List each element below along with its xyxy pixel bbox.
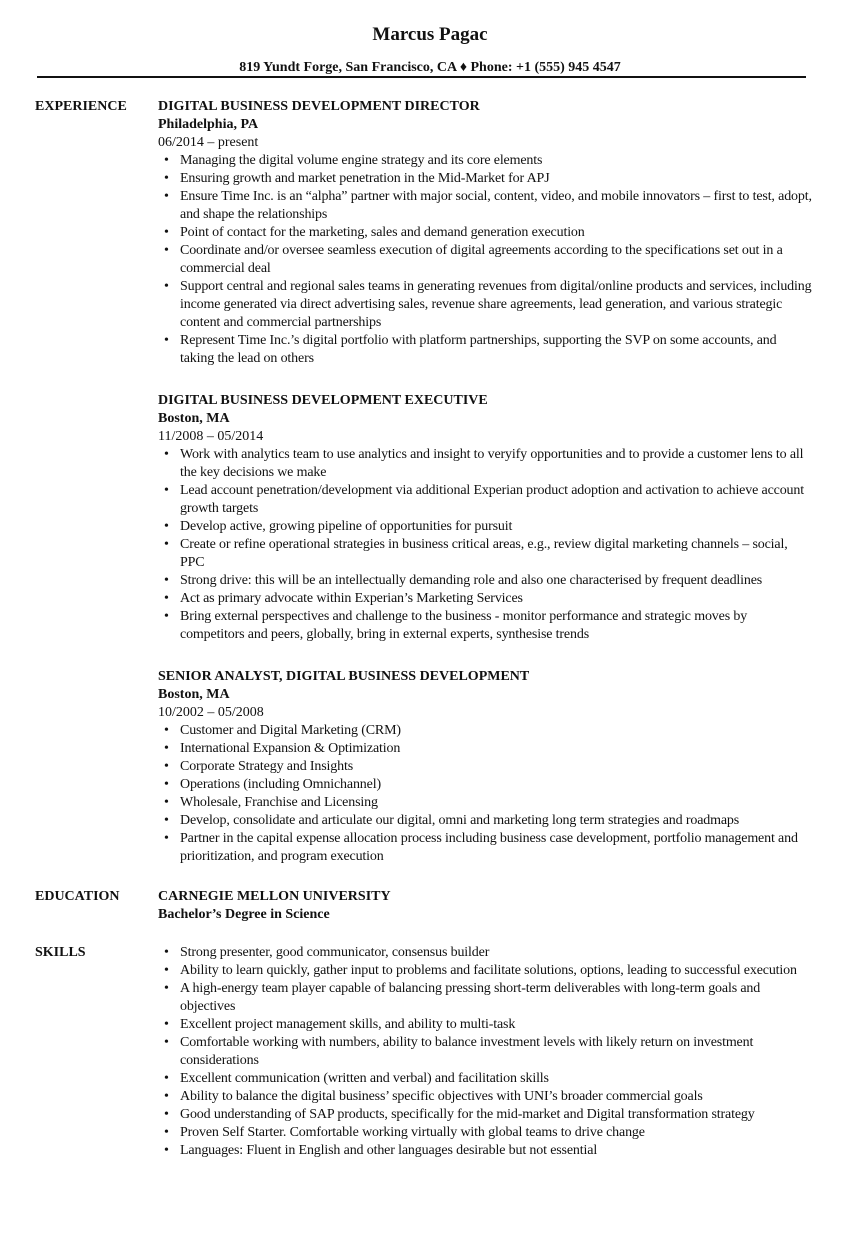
job-bullet: • Act as primary advocate within Experian’s Marketing Services — [158, 590, 812, 608]
degree: Bachelor’s Degree in Science — [158, 907, 330, 922]
skill-item: • Languages: Fluent in English and other languages desirable but not essential — [158, 1142, 812, 1160]
job-bullet: • Create or refine operational strategies in business critical areas, e.g., review digital marketing channels – social, PPC — [158, 536, 812, 572]
job-dates: 11/2008 – 05/2014 — [158, 429, 264, 444]
experience-list — [158, 98, 818, 890]
job-location: Philadelphia, PA — [158, 117, 259, 132]
section-label-education: EDUCATION — [35, 889, 120, 904]
contact-line: 819 Yundt Forge, San Francisco, CA ♦ Phone: +1 (555) 945 4547 — [239, 60, 621, 75]
skill-item: • Comfortable working with numbers, ability to balance investment levels with likely return on investment considerations — [158, 1034, 812, 1070]
job-dates: 10/2002 – 05/2008 — [158, 705, 264, 720]
skill-item: • Strong presenter, good communicator, consensus builder — [158, 944, 812, 962]
job-bullet: • Ensuring growth and market penetration in the Mid-Market for APJ — [158, 170, 812, 188]
job-bullet: • Work with analytics team to use analytics and insight to veryify opportunities and to provide a customer lens to all the key decisions we make — [158, 446, 812, 482]
job-bullet: • Coordinate and/or oversee seamless execution of digital agreements according to the specifications set out in a commercial deal — [158, 242, 812, 278]
skill-item: • Ability to learn quickly, gather input to problems and facilitate solutions, options, leading to successful execution — [158, 962, 812, 980]
job-bullet: • Develop, consolidate and articulate our digital, omni and marketing long term strategies and roadmaps — [158, 812, 812, 830]
job-title: DIGITAL BUSINESS DEVELOPMENT EXECUTIVE — [158, 393, 488, 408]
job-bullet: • Wholesale, Franchise and Licensing — [158, 794, 812, 812]
skills-list — [158, 944, 818, 1160]
school-name: CARNEGIE MELLON UNIVERSITY — [158, 889, 391, 904]
job-entry — [158, 392, 818, 644]
job-title: DIGITAL BUSINESS DEVELOPMENT DIRECTOR — [158, 99, 480, 114]
candidate-name: Marcus Pagac — [372, 24, 488, 45]
job-bullet: • Support central and regional sales teams in generating revenues from digital/online products and services, including income generated via direct advertising sales, revenue share agreements, lead generation, and various strategic content and commercial partnerships — [158, 278, 812, 332]
job-bullet: • Ensure Time Inc. is an “alpha” partner with major social, content, video, and mobile innovators – first to test, adopt, and shape the relationships — [158, 188, 812, 224]
job-bullet: • Develop active, growing pipeline of opportunities for pursuit — [158, 518, 812, 536]
skill-item: • A high-energy team player capable of balancing pressing short-term deliverables with long-term goals and objectives — [158, 980, 812, 1016]
skill-item: • Good understanding of SAP products, specifically for the mid-market and Digital transformation strategy — [158, 1106, 812, 1124]
job-bullet: • Corporate Strategy and Insights — [158, 758, 812, 776]
job-bullet: • Bring external perspectives and challenge to the business - monitor performance and strategic moves by competitors and peers, globally, bring in external experts, synthesise trends — [158, 608, 812, 644]
job-entry — [158, 668, 818, 866]
job-dates: 06/2014 – present — [158, 135, 259, 150]
skill-item: • Ability to balance the digital business’ specific objectives with UNI’s broader commercial goals — [158, 1088, 812, 1106]
skill-item: • Proven Self Starter. Comfortable working virtually with global teams to drive change — [158, 1124, 812, 1142]
skill-item: • Excellent project management skills, and ability to multi-task — [158, 1016, 812, 1034]
job-bullet: • Operations (including Omnichannel) — [158, 776, 812, 794]
job-location: Boston, MA — [158, 411, 230, 426]
job-bullet: • Lead account penetration/development via additional Experian product adoption and activation to achieve account growth targets — [158, 482, 812, 518]
job-bullet: • Strong drive: this will be an intellectually demanding role and also one characterised by frequent deadlines — [158, 572, 812, 590]
job-bullet: • Customer and Digital Marketing (CRM) — [158, 722, 812, 740]
job-entry — [158, 98, 818, 368]
header-divider — [37, 76, 806, 78]
section-label-experience: EXPERIENCE — [35, 99, 127, 114]
job-bullet: • Point of contact for the marketing, sales and demand generation execution — [158, 224, 812, 242]
section-label-skills: SKILLS — [35, 945, 86, 960]
job-bullet: • Partner in the capital expense allocation process including business case development, portfolio management and prioritization, and program execution — [158, 830, 812, 866]
job-location: Boston, MA — [158, 687, 230, 702]
job-bullet: • Represent Time Inc.’s digital portfolio with platform partnerships, supporting the SVP on some accounts, and taking the lead on others — [158, 332, 812, 368]
job-bullet: • International Expansion & Optimization — [158, 740, 812, 758]
job-title: SENIOR ANALYST, DIGITAL BUSINESS DEVELOPMENT — [158, 669, 530, 684]
job-bullet: • Managing the digital volume engine strategy and its core elements — [158, 152, 812, 170]
skill-item: • Excellent communication (written and verbal) and facilitation skills — [158, 1070, 812, 1088]
